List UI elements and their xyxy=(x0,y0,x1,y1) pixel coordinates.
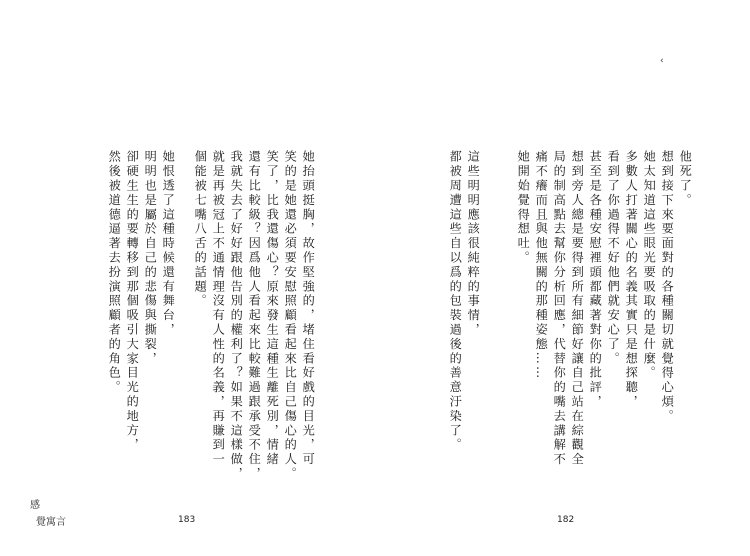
text-column: 她抬頭挺胸，故作堅強的，堵住看好戲的目光，可 xyxy=(301,150,316,467)
text-column: 就是再被冠上不通情理沒有人性的名義，再賺到一 xyxy=(211,150,226,467)
text-column: 他死了。 xyxy=(678,150,693,208)
text-column: 多數人打著關心的名義其實只是想探聽， xyxy=(624,150,639,410)
text-column: 個能被七嘴八舌的話題。 xyxy=(193,150,208,309)
text-column: 還有比較級？因爲他人看起來比較難過跟承受不住， xyxy=(247,150,262,482)
text-column: 這些明明應該很純粹的事情， xyxy=(466,150,481,338)
page-number-right: 182 xyxy=(557,515,575,525)
text-column: 看到了你過得不好他們就安心了。 xyxy=(606,150,621,366)
page-number-left: 183 xyxy=(178,515,196,525)
book-title-mark: 感 xyxy=(30,500,40,511)
text-column: 笑的是她還必須要安慰照顧看起來比自己傷心的人。 xyxy=(283,150,298,482)
text-column: 她開始覺得想吐。 xyxy=(516,150,531,266)
text-column: 想到接下來要面對的各種關切就覺得心煩。 xyxy=(660,150,675,424)
text-column: 痛不癢而且與他無關的那種姿態…… xyxy=(534,150,549,381)
text-column: 我就失去了好好跟他告別的權利了？如果不這樣做， xyxy=(229,150,244,482)
text-column: 明明也是屬於自己的悲傷與撕裂， xyxy=(143,150,158,366)
page-corner-mark: ‹ xyxy=(660,56,664,66)
text-column: 卻硬生生的要轉移到那個吸引大家目光的地方， xyxy=(125,150,140,453)
text-column: 局的制高點去幫你分析回應，代替你的嘴去講解不 xyxy=(552,150,567,467)
text-column: 甚至是各種安慰裡頭都藏著對你的批評， xyxy=(588,150,603,410)
text-column: 她恨透了這種時候還有舞台， xyxy=(161,150,176,338)
text-column: 笑了，比我還傷心？原來發生這種生離死別，情緒 xyxy=(265,150,280,467)
text-column: 都被周遭這些自以爲的包裝過後的善意汙染了。 xyxy=(448,150,463,453)
book-title-mark: 覺寓言 xyxy=(36,517,66,528)
text-column: 想到旁人總是要得到所有細節好讓自己站在綜觀全 xyxy=(570,150,585,467)
text-column: 然後被道德逼著去扮演照顧者的角色。 xyxy=(107,150,122,395)
text-column: 她太知道這些眼光要吸取的是什麼。 xyxy=(642,150,657,381)
